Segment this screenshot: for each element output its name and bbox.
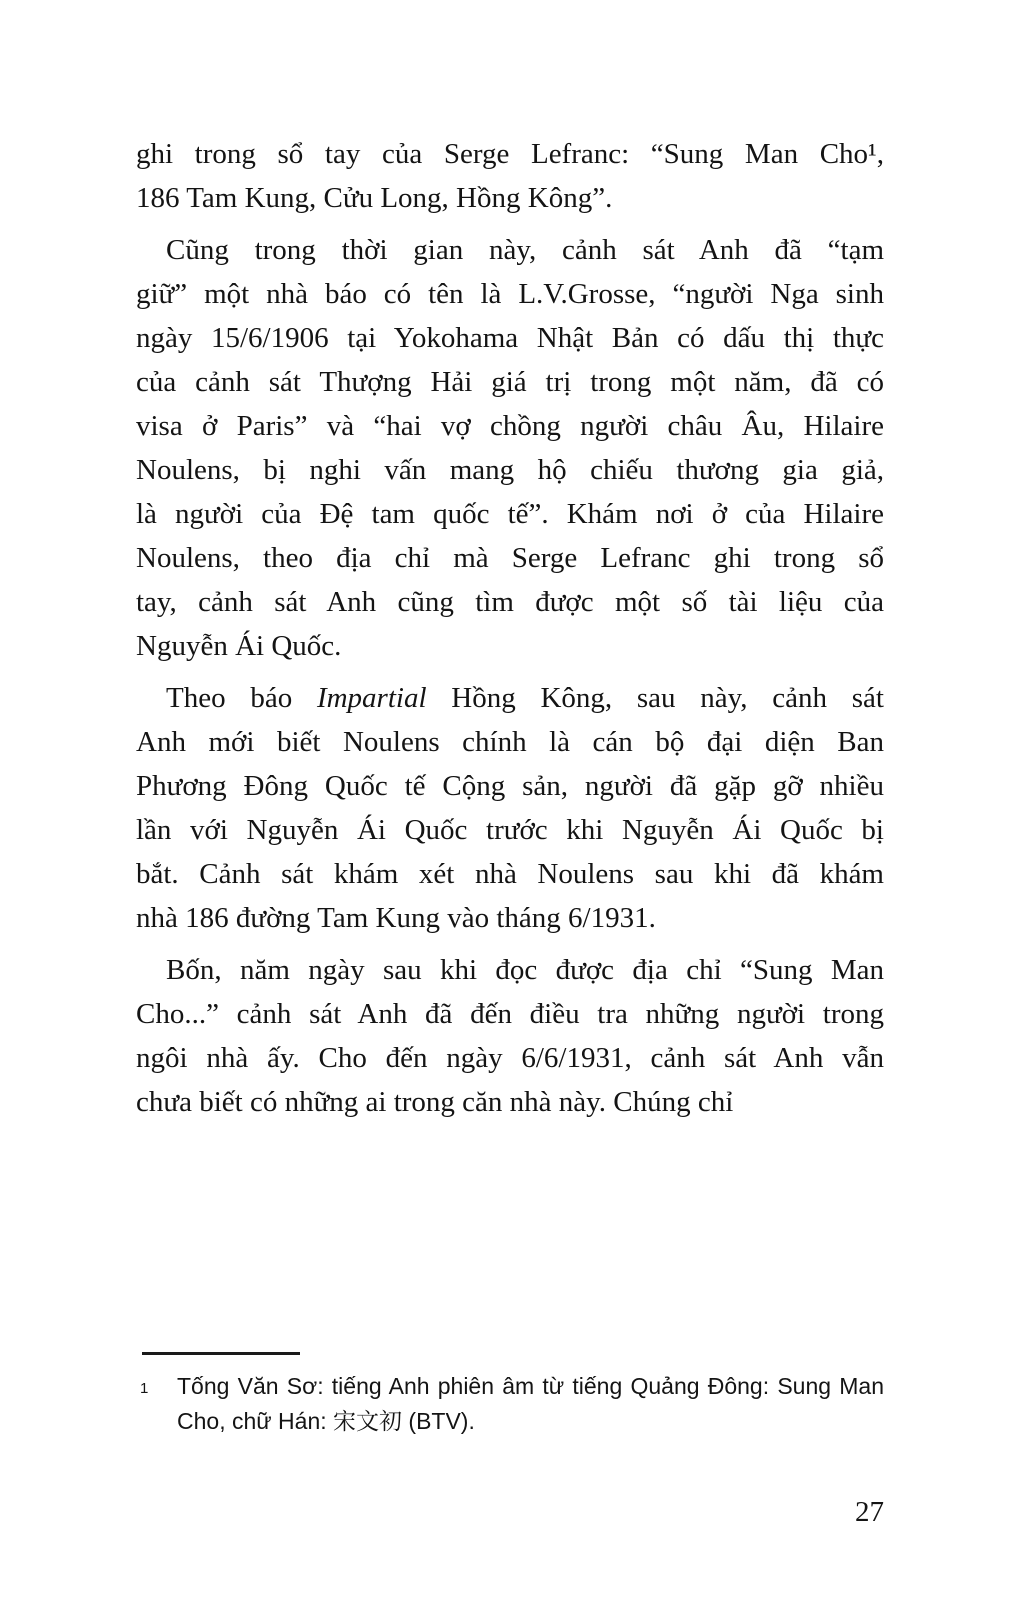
footnote-marker: 1 [140, 1380, 149, 1397]
text-line [136, 1080, 884, 1124]
paragraph [136, 948, 884, 1124]
text-line [136, 228, 884, 272]
text-line [136, 852, 884, 896]
page-body-text [136, 132, 884, 1124]
text-segment: nhà 186 đường Tam Kung vào tháng 6/1931. [136, 902, 656, 934]
text-segment: Tống Văn Sơ: tiếng Anh phiên âm từ tiếng Quảng Đông: Sung Man [177, 1373, 884, 1399]
text-segment: bắt. Cảnh sát khám xét nhà Noulens sau khi đã khám [136, 858, 884, 890]
text-line [136, 764, 884, 808]
footnote-text [136, 1369, 884, 1439]
text-segment: Anh mới biết Noulens chính là cán bộ đại diện Ban [136, 726, 884, 758]
text-line [136, 624, 884, 668]
text-line [136, 720, 884, 764]
italic-text: Impartial [316, 682, 427, 714]
paragraph [136, 228, 884, 668]
text-segment: Hồng Kông, sau này, cảnh sát [426, 682, 884, 714]
text-line [136, 448, 884, 492]
text-segment: là người của Đệ tam quốc tế”. Khám nơi ở của Hilaire [136, 498, 884, 530]
text-line [136, 676, 884, 720]
text-segment: của cảnh sát Thượng Hải giá trị trong một năm, đã có [136, 366, 884, 398]
text-segment: Noulens, theo địa chỉ mà Serge Lefranc ghi trong sổ [136, 542, 884, 574]
text-segment: giữ” một nhà báo có tên là L.V.Grosse, “người Nga sinh [136, 278, 884, 310]
text-segment: Nguyễn Ái Quốc. [136, 630, 342, 662]
text-segment: chưa biết có những ai trong căn nhà này. Chúng chỉ [136, 1086, 734, 1118]
text-line [136, 808, 884, 852]
text-segment: Cũng trong thời gian này, cảnh sát Anh đã “tạm [166, 234, 884, 266]
text-line [136, 896, 884, 940]
text-line [136, 132, 884, 176]
text-line [136, 536, 884, 580]
paragraph [136, 676, 884, 940]
text-segment: visa ở Paris” và “hai vợ chồng người châu Âu, Hilaire [136, 410, 884, 442]
text-segment: Cho, chữ Hán: 宋文初 (BTV). [177, 1408, 475, 1434]
footnote [136, 1352, 884, 1439]
page-number: 27 [855, 1496, 884, 1528]
text-line [136, 272, 884, 316]
text-line [136, 1036, 884, 1080]
footnote-line [177, 1404, 884, 1439]
text-line [136, 492, 884, 536]
text-segment: Phương Đông Quốc tế Cộng sản, người đã gặp gỡ nhiều [136, 770, 884, 802]
footnote-line [177, 1369, 884, 1404]
footnote-lines [177, 1369, 884, 1439]
text-line [136, 580, 884, 624]
text-line [136, 176, 884, 220]
text-segment: ngày 15/6/1906 tại Yokohama Nhật Bản có dấu thị thực [136, 322, 884, 354]
text-line [136, 992, 884, 1036]
text-segment: ngôi nhà ấy. Cho đến ngày 6/6/1931, cảnh sát Anh vẫn [136, 1042, 884, 1074]
text-segment: Theo báo [166, 682, 317, 714]
text-segment: 186 Tam Kung, Cửu Long, Hồng Kông”. [136, 182, 613, 214]
footnote-divider [142, 1352, 300, 1355]
text-line [136, 404, 884, 448]
text-segment: Noulens, bị nghi vấn mang hộ chiếu thương gia giả, [136, 454, 884, 486]
text-line [136, 948, 884, 992]
text-segment: Cho...” cảnh sát Anh đã đến điều tra những người trong [136, 998, 884, 1030]
paragraph [136, 132, 884, 220]
text-segment: tay, cảnh sát Anh cũng tìm được một số tài liệu của [136, 586, 884, 618]
text-line [136, 316, 884, 360]
text-line [136, 360, 884, 404]
text-segment: Bốn, năm ngày sau khi đọc được địa chỉ “Sung Man [166, 954, 884, 986]
text-segment: lần với Nguyễn Ái Quốc trước khi Nguyễn Ái Quốc bị [136, 814, 884, 846]
text-segment: ghi trong sổ tay của Serge Lefranc: “Sung Man Cho¹, [136, 138, 884, 170]
